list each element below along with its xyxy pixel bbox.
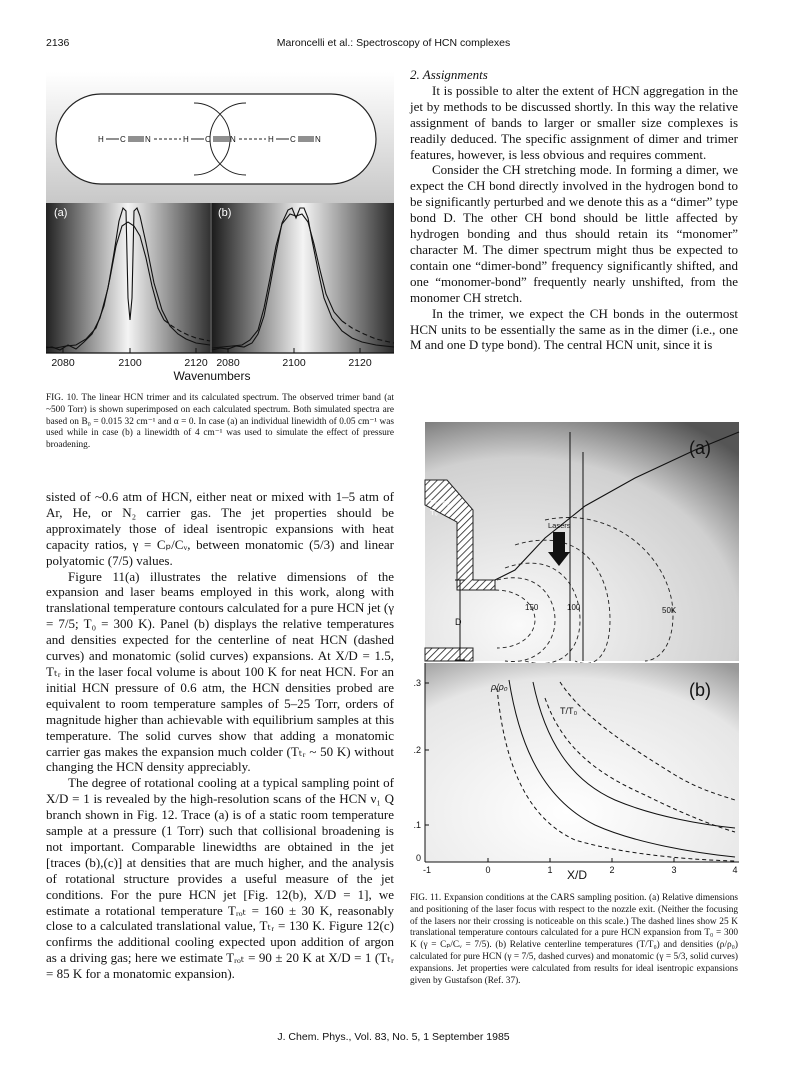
right-paragraph-3: In the trimer, we expect the CH bonds in the outermost HCN units to be essentially the same as in the dimer (i.e., one M and one D type bond). The central HCN unit, since it is <box>410 305 738 353</box>
fig11-xtick-1: 1 <box>547 865 553 875</box>
atom-c1: C <box>120 135 126 144</box>
atom-h1: H <box>98 135 104 144</box>
fig10-tick-a-2100: 2100 <box>118 357 142 369</box>
atom-n3: N <box>315 135 321 144</box>
fig11-xtick-2: 2 <box>609 865 615 875</box>
fig11-caption: FIG. 11. Expansion conditions at the CARS sampling position. (a) Relative dimensions and positioning of the laser focus with respect to the nozzle exit. (Neither the focusing of the lasers nor their crossing is noticeable on this scale.) The dashed lines show 25 K translational temperature contours calculated for a pure HCN expansion from T₀ = 300 K (γ = Cₚ/Cᵥ = 7/5). (b) Relative centerline temperatures (T/T₀) and densities (ρ/ρ₀) calculated for pure HCN (γ = 7/5, dashed curves) and monatomic (γ = 5/3, solid curves) expansions. Jet properties were calculated from results for ideal isentropic expansions given by Gustafson (Ref. 37). <box>410 893 738 986</box>
label-t0: T₀ <box>430 508 438 517</box>
atom-n2: N <box>230 135 236 144</box>
fig11-xtick-n1: -1 <box>422 865 432 875</box>
fig10-panel-a-label: (a) <box>54 207 68 219</box>
fig10-panel-b-label: (b) <box>218 207 232 219</box>
running-title: Maroncelli et al.: Spectroscopy of HCN complexes <box>276 37 511 49</box>
label-t: T/T₀ <box>560 706 578 716</box>
label-lasers: Lasers <box>548 521 571 530</box>
fig11-xlabel: X/D <box>566 868 588 882</box>
fig11-panel-a-label: (a) <box>689 438 711 458</box>
fig11-xtick-0: 0 <box>485 865 491 875</box>
contour-150: 150 <box>525 603 539 612</box>
fig10-xlabel: Wavenumbers <box>173 369 251 383</box>
fig10-tick-b-2100: 2100 <box>282 357 306 369</box>
journal-footer: J. Chem. Phys., Vol. 83, No. 5, 1 September 1985 <box>277 1031 510 1043</box>
fig11-ytick-0: 0 <box>415 853 421 863</box>
fig10-tick-a-2080: 2080 <box>51 357 75 369</box>
atom-c3: C <box>290 135 296 144</box>
fig11-panel-b-label: (b) <box>689 680 711 700</box>
right-column <box>410 67 738 353</box>
right-paragraph-2: Consider the CH stretching mode. In forming a dimer, we expect the CH bond directly involved in the hydrogen bond to be significantly perturbed and we denote this as a “dimer” type bond D. The other CH bond should be little affected by hydrogen bonding and thus should retain its “monomer” character M. The dimer spectrum might thus be expected to contain one “dimer-bond” frequency significantly shifted, and one “monomer-bond” frequently nearly unshifted, from the monomer CH stretch. <box>410 162 738 305</box>
fig10-tick-a-2120: 2120 <box>184 357 208 369</box>
fig10-figure <box>46 58 394 386</box>
section-heading: 2. Assignments <box>410 67 488 82</box>
contour-50k: 50K <box>662 606 677 615</box>
atom-h3: H <box>268 135 274 144</box>
atom-h2: H <box>183 135 189 144</box>
fig11-ytick-1: .1 <box>413 820 421 830</box>
fig10-panel-b-bg <box>212 203 394 353</box>
label-d: D <box>455 617 462 627</box>
left-paragraph-2: Figure 11(a) illustrates the relative dimensions of the expansion and laser beams employed in this work, along with translational temperature contours calculated for a pure HCN jet (γ = 7/5; T₀ = 300 K). Panel (b) displays the relative temperatures and densities expected for the centerline of neat HCN (dashed curves) and monatomic (solid curves) expansions. At X/D = 1.5, Tₜᵣ in the laser focal volume is about 100 K for neat HCN. For an initial HCN pressure of 0.6 atm, the HCN densities probed are equivalent to room temperature samples of 5–25 Torr, orders of magnitude higher than achievable with equilibrium samples at this temperature. The solid curves show that adding a monatomic carrier gas makes the expansion much colder (Tₜᵣ ~ 50 K) without changing the HCN density appreciably. <box>46 568 394 775</box>
label-rho: ρ/ρ₀ <box>491 682 508 692</box>
fig11-xtick-3: 3 <box>671 865 677 875</box>
fig11-figure <box>405 420 740 885</box>
right-paragraph-1: It is possible to alter the extent of HCN aggregation in the jet by methods to be discussed shortly. In this way the relative assignment of bands to larger or smaller size complexes is readily deduced. The specific assignment of dimer and trimer features, however, is less obvious and requires comment. <box>410 82 738 162</box>
fig11-ytick-2: .2 <box>413 745 421 755</box>
fig11-ytick-3: .3 <box>413 678 421 688</box>
left-paragraph-3: The degree of rotational cooling at a typical sampling point of X/D = 1 is revealed by the high-resolution scans of the HCN ν₁ Q branch shown in Fig. 12. Trace (a) is of a static room temperature sample at a pressure (1 Torr) such that collisional broadening is not important. Comparable linewidths are obtained in the jet [traces (b),(c)] at densities that are much higher, and the analysis of rotational structure provides a useful measure of the jet conditions. For the pure HCN jet [Fig. 12(b), X/D = 1], we estimate a rotational temperature Tᵣₒₜ = 160 ± 30 K, reasonably close to a calculated translational value, Tₜᵣ = 130 K. Figure 12(c) confirms the additional cooling expected upon addition of argon as a driving gas; here we estimate Tᵣₒₜ = 90 ± 20 K at X/D = 1 (Tₜᵣ = 85 K for a monatomic expansion). <box>46 775 394 982</box>
contour-100: 100 <box>567 603 581 612</box>
left-paragraph-1: sisted of ~0.6 atm of HCN, either neat or mixed with 1–5 atm of Ar, He, or N₂ carrier gas. The jet properties should be approximately those of ideal isentropic expansions with heat capacity ratios, γ = Cₚ/Cᵥ, between monatomic (5/3) and linear polyatomic (7/5) values. <box>46 489 394 568</box>
fig11-xtick-4: 4 <box>732 865 738 875</box>
left-column <box>46 489 394 982</box>
fig10-caption: FIG. 10. The linear HCN trimer and its calculated spectrum. The observed trimer band (at ~500 Torr) is shown superimposed on each calculated spectrum. Both simulated spectra are based on B₀ = 0.015 32 cm⁻¹ and α = 0. In case (a) an individual linewidth of 0.05 cm⁻¹ was used while in case (b) a linewidth of 4 cm⁻¹ was used to simulate the effect of pressure broadening. <box>46 393 394 451</box>
page-number: 2136 <box>46 37 70 49</box>
label-p0: P₀, ρ₀ <box>430 498 450 507</box>
atom-n1: N <box>145 135 151 144</box>
fig10-tick-b-2120: 2120 <box>348 357 372 369</box>
fig10-tick-b-2080: 2080 <box>216 357 240 369</box>
atom-c2: C <box>205 135 211 144</box>
